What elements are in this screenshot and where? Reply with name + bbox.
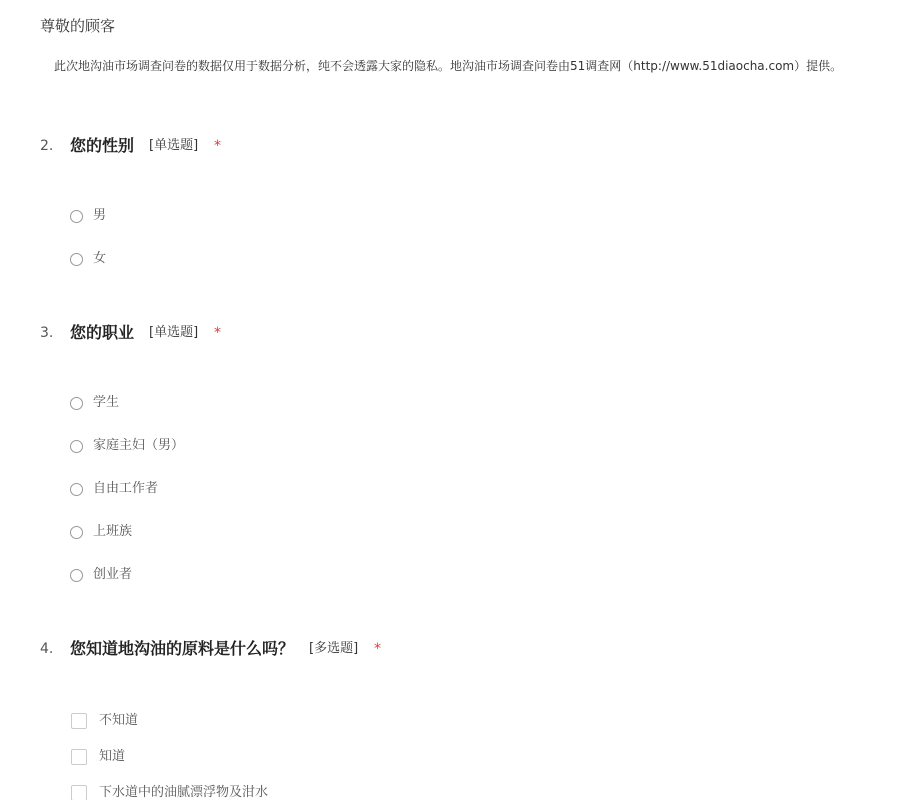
question-number: 4. [40, 641, 54, 657]
option-label: 家庭主妇（男） [93, 438, 185, 453]
radio-icon[interactable] [70, 397, 83, 410]
option-dont-know[interactable] [71, 711, 138, 731]
radio-icon[interactable] [70, 440, 83, 453]
required-mark: * [374, 641, 381, 657]
option-label: 下水道中的油腻漂浮物及泔水 [99, 785, 269, 800]
required-mark: * [214, 138, 221, 154]
survey-greeting: 尊敬的顾客 [40, 17, 116, 35]
question-title: 您的性别 [70, 136, 135, 155]
question-title: 您的职业 [70, 323, 135, 342]
option-label: 创业者 [93, 567, 133, 582]
option-homemaker[interactable] [70, 436, 184, 456]
radio-icon[interactable] [70, 253, 83, 266]
radio-icon[interactable] [70, 483, 83, 496]
option-know[interactable] [71, 747, 125, 767]
question-number: 3. [40, 325, 54, 341]
option-freelancer[interactable] [70, 479, 158, 499]
checkbox-icon[interactable] [71, 713, 87, 729]
question-number: 2. [40, 138, 54, 154]
radio-icon[interactable] [70, 210, 83, 223]
option-label: 知道 [99, 749, 126, 764]
checkbox-icon[interactable] [71, 785, 87, 800]
question-type: [多选题] [309, 641, 359, 656]
checkbox-icon[interactable] [71, 749, 87, 765]
option-student[interactable] [70, 393, 119, 413]
option-male[interactable] [70, 206, 106, 226]
question-type: [单选题] [149, 138, 199, 153]
option-sewer-waste[interactable] [71, 783, 268, 800]
radio-icon[interactable] [70, 526, 83, 539]
question-title: 您知道地沟油的原料是什么吗？ [70, 639, 295, 658]
question-type: [单选题] [149, 325, 199, 340]
option-label: 不知道 [99, 713, 139, 728]
option-entrepreneur[interactable] [70, 565, 132, 585]
option-female[interactable] [70, 249, 106, 269]
option-label: 自由工作者 [93, 481, 159, 496]
survey-intro: 此次地沟油市场调查问卷的数据仅用于数据分析，纯不会透露大家的隐私。地沟油市场调查问卷由51调查网（http://www.51diaocha.com）提供。 [54, 59, 843, 73]
radio-icon[interactable] [70, 569, 83, 582]
required-mark: * [214, 325, 221, 341]
option-label: 女 [93, 251, 107, 266]
option-office-worker[interactable] [70, 522, 132, 542]
option-label: 男 [93, 208, 107, 223]
option-label: 学生 [93, 395, 120, 410]
option-label: 上班族 [93, 524, 133, 539]
